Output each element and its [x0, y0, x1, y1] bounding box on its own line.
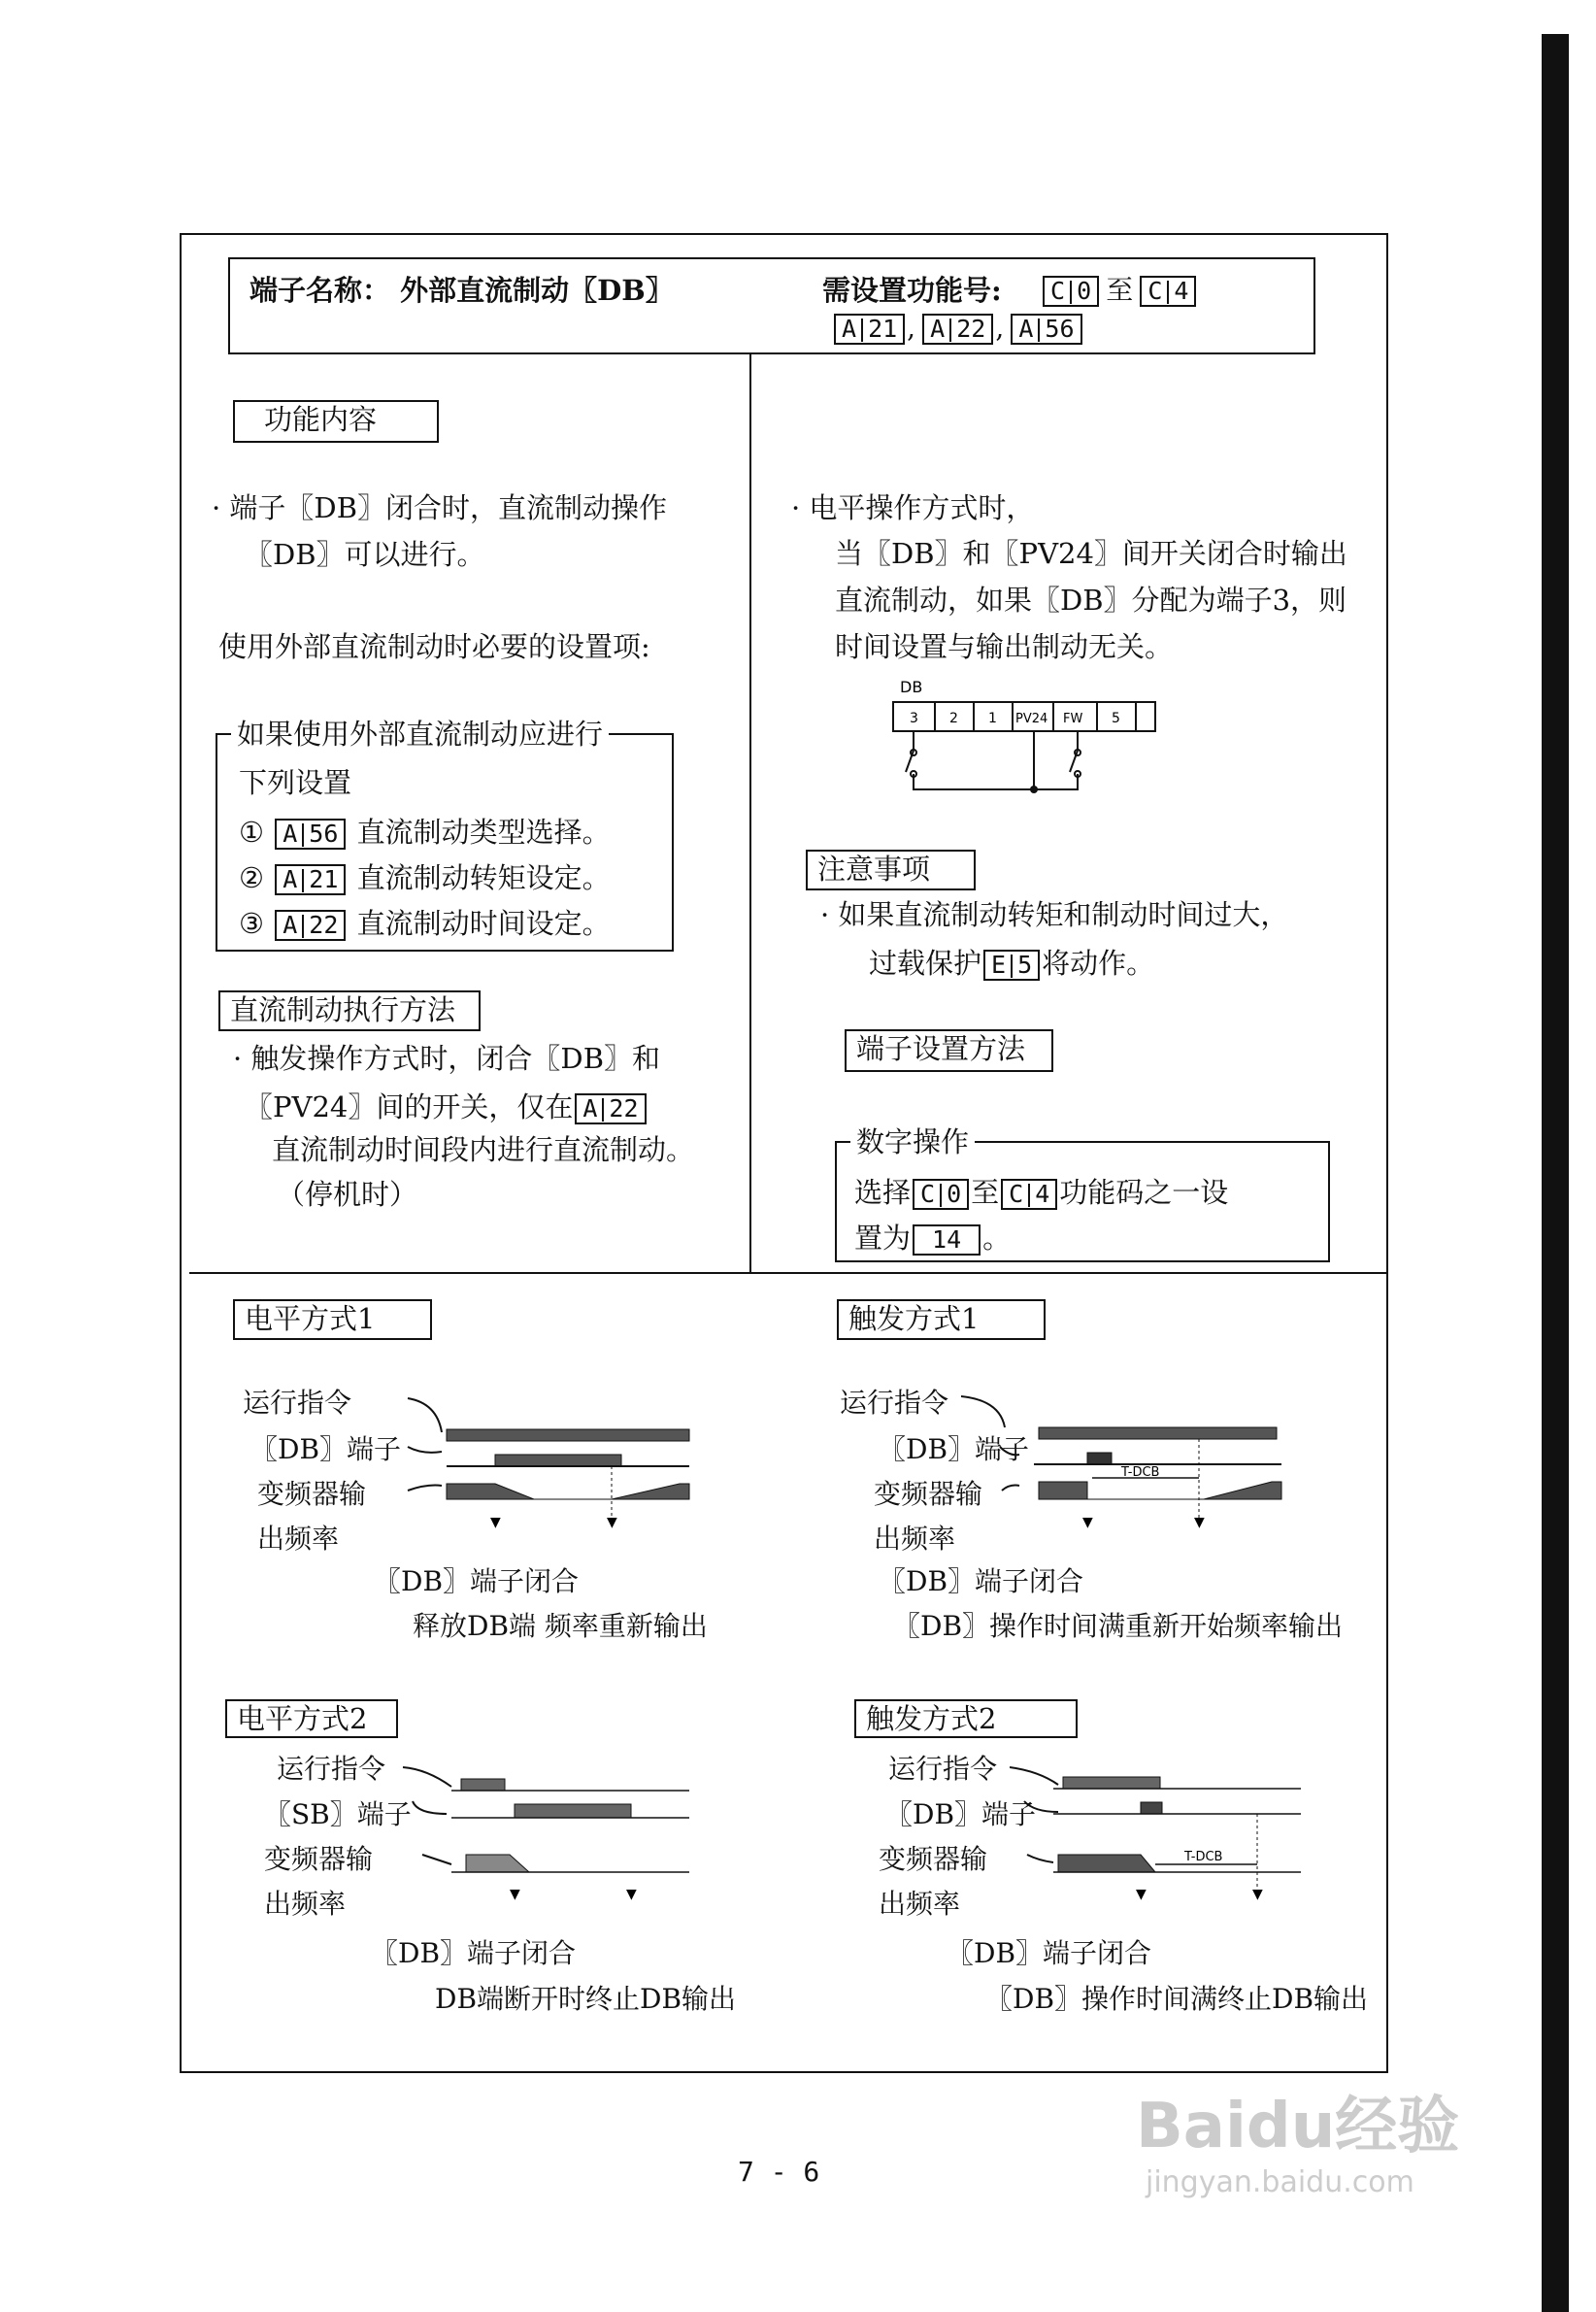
method-line4: （停机时） [277, 1178, 418, 1211]
code-e5: E 5 [983, 950, 1040, 981]
digital-line1 [854, 1171, 1228, 1211]
diagram2-arrow [1002, 1486, 1019, 1491]
diagram1-db-signal [495, 1455, 621, 1466]
diagram1-sig-run: 运行指令 [243, 1387, 352, 1419]
diagram1-caption1: 〖DB〗端子闭合 [374, 1565, 580, 1597]
diagram4-sig-out: 变频器输 [879, 1843, 988, 1875]
diagram2-arrow [1000, 1447, 1019, 1455]
diagram1-arrow [408, 1398, 442, 1432]
switch-db [906, 731, 1034, 789]
code-a22: A 22 [275, 910, 346, 941]
watermark-sub: jingyan.baidu.com [1146, 2165, 1414, 2199]
diagram2-caption2: 〖DB〗操作时间满重新开始频率输出 [893, 1610, 1344, 1642]
terminal-strip-diagram [879, 675, 1170, 816]
diagram1-arrow [408, 1447, 442, 1453]
scan-edge-bar [1542, 34, 1569, 2312]
diagram2-timing [961, 1379, 1311, 1554]
diagram2-tdcb-label: T-DCB [1121, 1465, 1160, 1480]
code-14: 14 [913, 1224, 981, 1256]
left-p2: 使用外部直流制动时必要的设置项: [218, 630, 650, 663]
diagram1-title: 电平方式1 [233, 1299, 432, 1340]
diagram2-sig-run: 运行指令 [840, 1387, 949, 1419]
terminal-1: 1 [988, 711, 997, 726]
diagram1-run-signal [447, 1429, 689, 1441]
settings-group-title-2: 下列设置 [239, 766, 352, 799]
diagram3-timing [398, 1758, 699, 1923]
code-a21: A 21 [834, 314, 905, 345]
diagram3-sig-freq: 出频率 [264, 1888, 347, 1920]
settings-item-2 [239, 856, 611, 896]
diagram1-caption2: 释放DB端 频率重新输出 [413, 1610, 708, 1642]
terminal-fw: FW [1063, 712, 1083, 726]
method-line2-text: 〖PV24〗间的开关，仅在 [245, 1090, 574, 1123]
diagram2-caption1: 〖DB〗端子闭合 [879, 1565, 1084, 1597]
diagram3-title: 电平方式2 [225, 1699, 398, 1738]
diagram2-run-signal [1039, 1427, 1277, 1439]
diagram1-sig-db: 〖DB〗端子 [250, 1433, 402, 1465]
to-word: 至 [1106, 274, 1134, 306]
digital-period: 。 [982, 1222, 1012, 1255]
header-box [228, 257, 1315, 354]
method-line3: 直流制动时间段内进行直流制动。 [272, 1133, 695, 1166]
diagram1-sig-out: 变频器输 [257, 1478, 367, 1510]
diagram1-tick: ▼ [490, 1515, 501, 1530]
left-p1-line1: · 端子〖DB〗闭合时，直流制动操作 [212, 491, 667, 524]
diagram3-sig-out: 变频器输 [264, 1843, 374, 1875]
diagram4-caption2: 〖DB〗操作时间满终止DB输出 [985, 1983, 1369, 2015]
diagram4-sig-db: 〖DB〗端子 [885, 1798, 1037, 1830]
diagram2-sig-db: 〖DB〗端子 [879, 1433, 1030, 1465]
terminal-pv24: PV24 [1015, 712, 1048, 726]
range-codes [1041, 273, 1198, 308]
diagram2-freq-waveform [1039, 1482, 1281, 1499]
section-notice-title: 注意事项 [806, 850, 976, 890]
section-setting-title: 端子设置方法 [845, 1029, 1053, 1072]
diagram2-db-signal [1087, 1453, 1112, 1464]
diagram1-sig-freq: 出频率 [257, 1523, 340, 1555]
notice-line2-text: 过载保护 [869, 947, 982, 980]
item-text: 直流制动类型选择。 [356, 816, 611, 849]
code-a22: A 22 [575, 1093, 646, 1124]
column-divider [749, 354, 751, 1272]
terminal-5: 5 [1112, 711, 1120, 726]
left-p1-line2: 〖DB〗可以进行。 [245, 538, 485, 571]
code-c0: C 0 [913, 1179, 969, 1210]
diagram3-tick: ▼ [510, 1887, 520, 1902]
digital-line1-end: 功能码之一设 [1059, 1176, 1229, 1209]
item-text: 直流制动时间设定。 [356, 907, 611, 940]
diagram1-arrow [408, 1486, 442, 1491]
section-function-title: 功能内容 [233, 400, 439, 443]
diagram1-tick: ▼ [607, 1515, 617, 1530]
diagram4-title: 触发方式2 [854, 1699, 1078, 1738]
settings-group-title: 如果使用外部直流制动应进行 [231, 717, 609, 752]
settings-item-3 [239, 902, 611, 942]
param-codes [832, 312, 1084, 345]
diagram2-arrow [961, 1396, 1005, 1427]
diagram3-caption1: 〖DB〗端子闭合 [371, 1937, 577, 1969]
diagram3-arrow [422, 1855, 451, 1864]
diagram4-run-signal [1063, 1777, 1160, 1789]
diagram1-freq-waveform [447, 1484, 689, 1499]
item-text: 直流制动转矩设定。 [356, 861, 611, 894]
notice-line2 [869, 942, 1154, 982]
code-a56: A 56 [275, 819, 346, 850]
diagram4-tdcb-label: T-DCB [1184, 1850, 1223, 1864]
diagram3-run-signal [461, 1779, 505, 1791]
diagram4-arrow [1010, 1767, 1058, 1785]
comma: , [907, 312, 916, 344]
method-line2 [245, 1086, 648, 1125]
page-number: 7 - 6 [738, 2156, 820, 2188]
method-line1: · 触发操作方式时，闭合〖DB〗和 [233, 1042, 660, 1075]
diagram3-arrow [403, 1767, 451, 1787]
digital-line2 [854, 1217, 1011, 1257]
terminal-2: 2 [949, 711, 958, 726]
code-c0: C 0 [1043, 276, 1099, 307]
code-a22: A 22 [922, 314, 993, 345]
function-label: 需设置功能号: [822, 274, 1002, 307]
diagram4-freq-waveform [1058, 1855, 1155, 1872]
switch-fw [1034, 731, 1078, 789]
diagram4-timing [1010, 1758, 1320, 1923]
diagram4-sig-run: 运行指令 [888, 1753, 998, 1785]
diagram4-db-signal [1141, 1802, 1162, 1814]
right-line4: 时间设置与输出制动无关。 [835, 630, 1174, 663]
notice-line2-end: 将动作。 [1042, 947, 1155, 980]
terminal-name: 端子名称： 外部直流制动〖DB〗 [249, 274, 674, 307]
item-number: ① [239, 816, 264, 849]
item-number: ③ [239, 907, 264, 940]
section-method-title: 直流制动执行方法 [218, 990, 481, 1031]
code-a56: A 56 [1011, 314, 1081, 345]
notice-line1: · 如果直流制动转矩和制动时间过大， [820, 898, 1289, 931]
section-divider [189, 1272, 1388, 1274]
watermark-main: Baidu经验 [1136, 2091, 1460, 2162]
diagram3-sig-run: 运行指令 [277, 1753, 386, 1785]
diagram4-arrow [1024, 1801, 1058, 1812]
diagram3-sig-sb: 〖SB〗端子 [264, 1798, 412, 1830]
diagram4-caption1: 〖DB〗端子闭合 [947, 1937, 1152, 1969]
code-a21: A 21 [275, 864, 346, 895]
diagram3-arrow [413, 1801, 447, 1814]
diagram2-tick: ▼ [1194, 1515, 1205, 1530]
right-line2: 当〖DB〗和〖PV24〗间开关闭合时输出 [835, 537, 1347, 570]
terminal-db-label: DB [900, 678, 923, 696]
digital-to-word: 至 [971, 1176, 1000, 1209]
right-line1: · 电平操作方式时， [791, 491, 1035, 524]
diagram1-timing [369, 1379, 718, 1554]
diagram4-arrow [1027, 1855, 1053, 1862]
code-c4: C 4 [1140, 276, 1196, 307]
settings-item-1 [239, 811, 611, 851]
baidu-watermark [1136, 2088, 1459, 2200]
diagram2-tick: ▼ [1082, 1515, 1093, 1530]
digital-set-word: 置为 [854, 1222, 912, 1255]
diagram4-sig-freq: 出频率 [879, 1888, 961, 1920]
diagram3-tick: ▼ [626, 1887, 637, 1902]
diagram2-title: 触发方式1 [837, 1299, 1046, 1340]
diagram2-sig-out: 变频器输 [874, 1478, 983, 1510]
item-number: ② [239, 861, 264, 894]
terminal-3: 3 [910, 711, 918, 726]
diagram3-sb-signal [515, 1804, 631, 1818]
diagram4-tick: ▼ [1252, 1887, 1263, 1902]
comma: , [995, 312, 1005, 344]
digital-op-title: 数字操作 [850, 1124, 975, 1159]
code-c4: C 4 [1001, 1179, 1057, 1210]
diagram3-freq-waveform [466, 1855, 631, 1872]
right-line3: 直流制动，如果〖DB〗分配为端子3，则 [835, 584, 1347, 617]
diagram2-sig-freq: 出频率 [874, 1523, 956, 1555]
diagram3-caption2: DB端断开时终止DB输出 [435, 1983, 737, 2015]
digital-select-word: 选择 [854, 1176, 912, 1209]
diagram4-tick: ▼ [1136, 1887, 1147, 1902]
